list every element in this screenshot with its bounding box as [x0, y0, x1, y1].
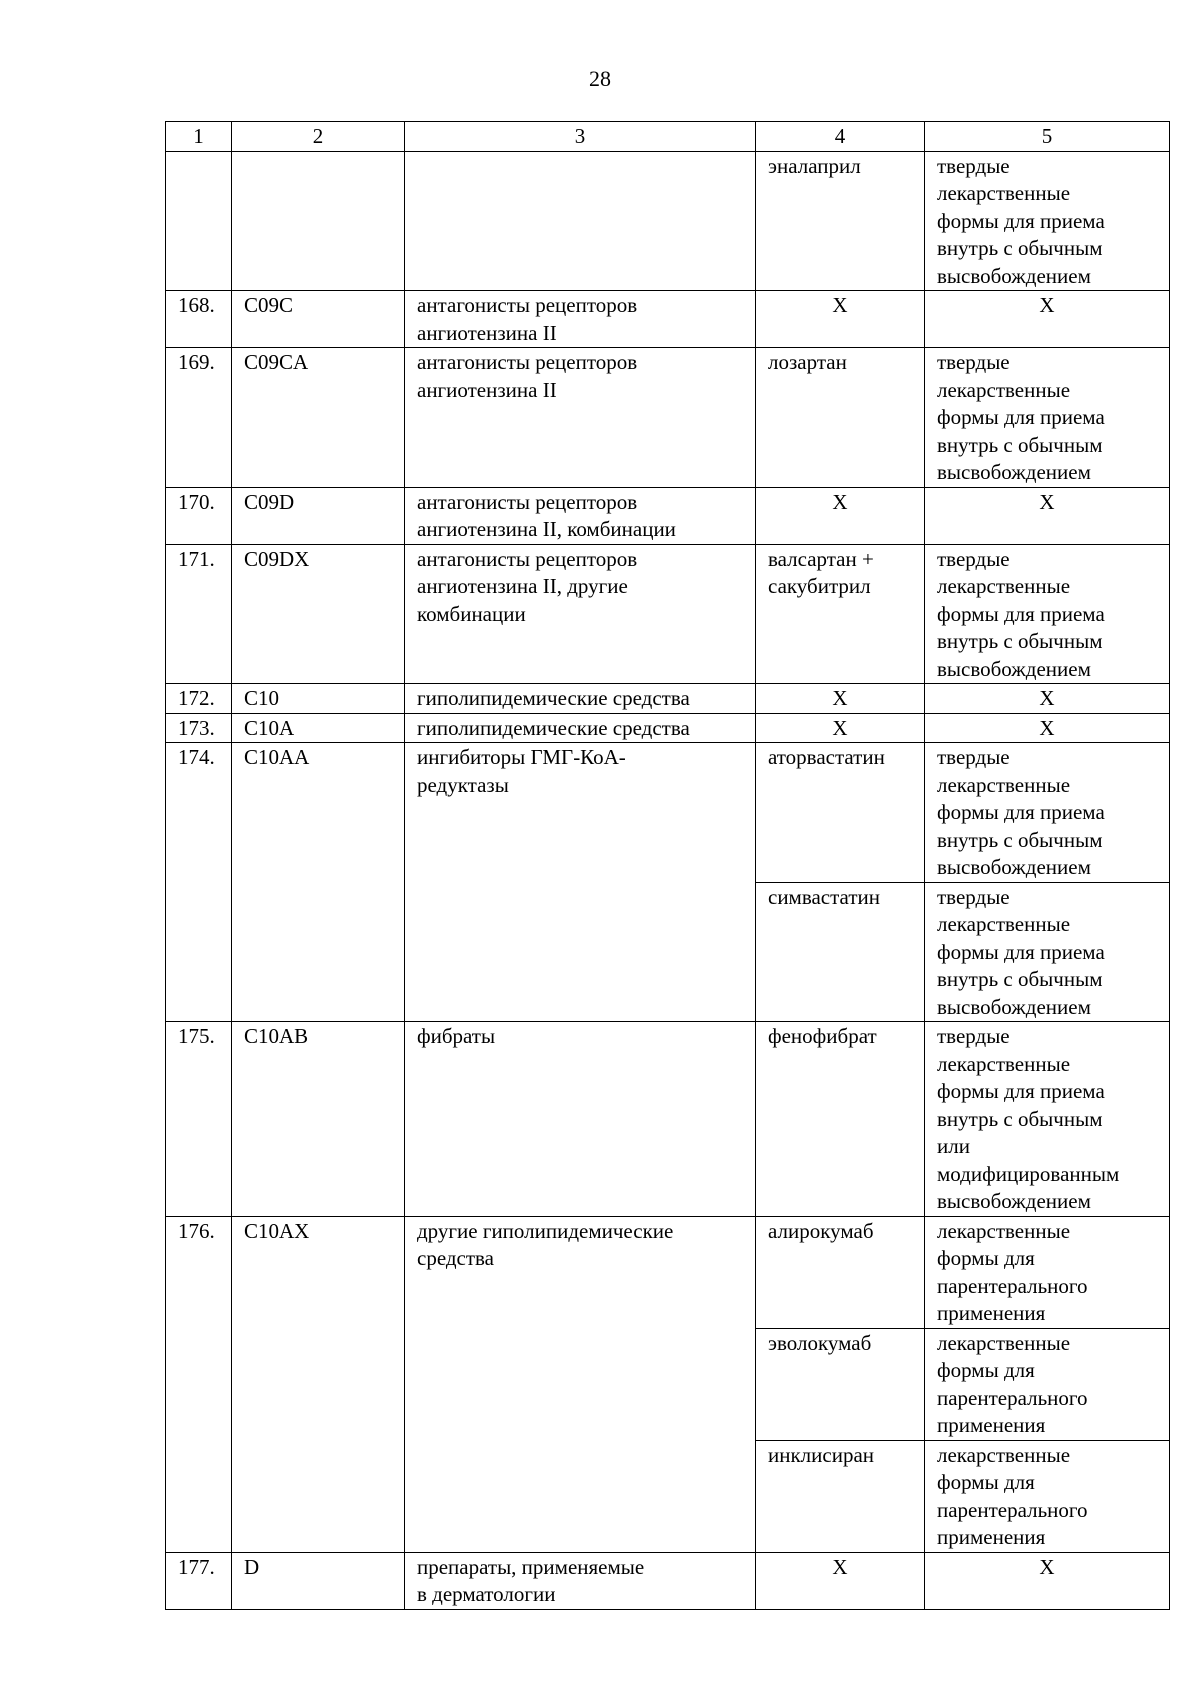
dosage-form: X: [925, 684, 1170, 714]
drug-name: эволокумаб: [756, 1328, 925, 1440]
page-number: 28: [589, 66, 611, 91]
atc-group: гиполипидемические средства: [405, 684, 756, 714]
atc-group: ингибиторы ГМГ-КоА- редуктазы: [405, 743, 756, 1022]
drug-name: X: [756, 487, 925, 544]
atc-group: [405, 151, 756, 291]
table-row: [166, 348, 1170, 488]
table-row: [166, 1216, 1170, 1328]
table-row: [166, 743, 1170, 883]
dosage-form: X: [925, 291, 1170, 348]
drug-name: фенофибрат: [756, 1022, 925, 1217]
atc-code: [232, 151, 405, 291]
atc-code: C09DX: [232, 544, 405, 684]
table-row: [166, 487, 1170, 544]
drug-name: X: [756, 684, 925, 714]
atc-group: антагонисты рецепторов ангиотензина II, другие комбинации: [405, 544, 756, 684]
atc-code: C10A: [232, 713, 405, 743]
atc-code: C10: [232, 684, 405, 714]
header-col-5: 5: [925, 122, 1170, 152]
drug-name: X: [756, 713, 925, 743]
atc-group: антагонисты рецепторов ангиотензина II: [405, 291, 756, 348]
dosage-form: твердые лекарственные формы для приема внутрь с обычным высвобождением: [925, 544, 1170, 684]
row-number: [166, 151, 232, 291]
table-row: [166, 291, 1170, 348]
atc-group: другие гиполипидемические средства: [405, 1216, 756, 1552]
atc-code: C09D: [232, 487, 405, 544]
drug-name: аторвастатин: [756, 743, 925, 883]
atc-group: препараты, применяемые в дерматологии: [405, 1552, 756, 1609]
dosage-form: твердые лекарственные формы для приема внутрь с обычным высвобождением: [925, 348, 1170, 488]
row-number: 176.: [166, 1216, 232, 1552]
dosage-form: X: [925, 713, 1170, 743]
header-col-4: 4: [756, 122, 925, 152]
row-number: 170.: [166, 487, 232, 544]
drug-name: инклисиран: [756, 1440, 925, 1552]
atc-code: C10AX: [232, 1216, 405, 1552]
dosage-form: твердые лекарственные формы для приема внутрь с обычным высвобождением: [925, 151, 1170, 291]
dosage-form: лекарственные формы для парентерального применения: [925, 1216, 1170, 1328]
dosage-form: лекарственные формы для парентерального применения: [925, 1328, 1170, 1440]
drug-name: X: [756, 1552, 925, 1609]
drug-name: лозартан: [756, 348, 925, 488]
atc-code: C09C: [232, 291, 405, 348]
table-row: [166, 684, 1170, 714]
header-col-1: 1: [166, 122, 232, 152]
table-header-row: [166, 122, 1170, 152]
header-col-3: 3: [405, 122, 756, 152]
row-number: 173.: [166, 713, 232, 743]
header-col-2: 2: [232, 122, 405, 152]
row-number: 171.: [166, 544, 232, 684]
atc-code: C09CA: [232, 348, 405, 488]
dosage-form: твердые лекарственные формы для приема внутрь с обычным или модифицированным высвобождением: [925, 1022, 1170, 1217]
table-row: [166, 151, 1170, 291]
atc-code: C10AA: [232, 743, 405, 1022]
dosage-form: X: [925, 487, 1170, 544]
row-number: 168.: [166, 291, 232, 348]
table-row: [166, 713, 1170, 743]
atc-code: D: [232, 1552, 405, 1609]
table-row: [166, 544, 1170, 684]
drug-name: эналаприл: [756, 151, 925, 291]
dosage-form: твердые лекарственные формы для приема внутрь с обычным высвобождением: [925, 743, 1170, 883]
row-number: 172.: [166, 684, 232, 714]
row-number: 175.: [166, 1022, 232, 1217]
atc-group: антагонисты рецепторов ангиотензина II: [405, 348, 756, 488]
row-number: 169.: [166, 348, 232, 488]
dosage-form: X: [925, 1552, 1170, 1609]
row-number: 174.: [166, 743, 232, 1022]
drug-name: симвастатин: [756, 882, 925, 1022]
drug-name: валсартан + сакубитрил: [756, 544, 925, 684]
atc-code: C10AB: [232, 1022, 405, 1217]
drug-table: [165, 121, 1170, 1610]
row-number: 177.: [166, 1552, 232, 1609]
atc-group: фибраты: [405, 1022, 756, 1217]
atc-group: гиполипидемические средства: [405, 713, 756, 743]
table-row: [166, 1552, 1170, 1609]
drug-name: X: [756, 291, 925, 348]
dosage-form: лекарственные формы для парентерального применения: [925, 1440, 1170, 1552]
table-row: [166, 1022, 1170, 1217]
atc-group: антагонисты рецепторов ангиотензина II, комбинации: [405, 487, 756, 544]
dosage-form: твердые лекарственные формы для приема внутрь с обычным высвобождением: [925, 882, 1170, 1022]
drug-name: алирокумаб: [756, 1216, 925, 1328]
